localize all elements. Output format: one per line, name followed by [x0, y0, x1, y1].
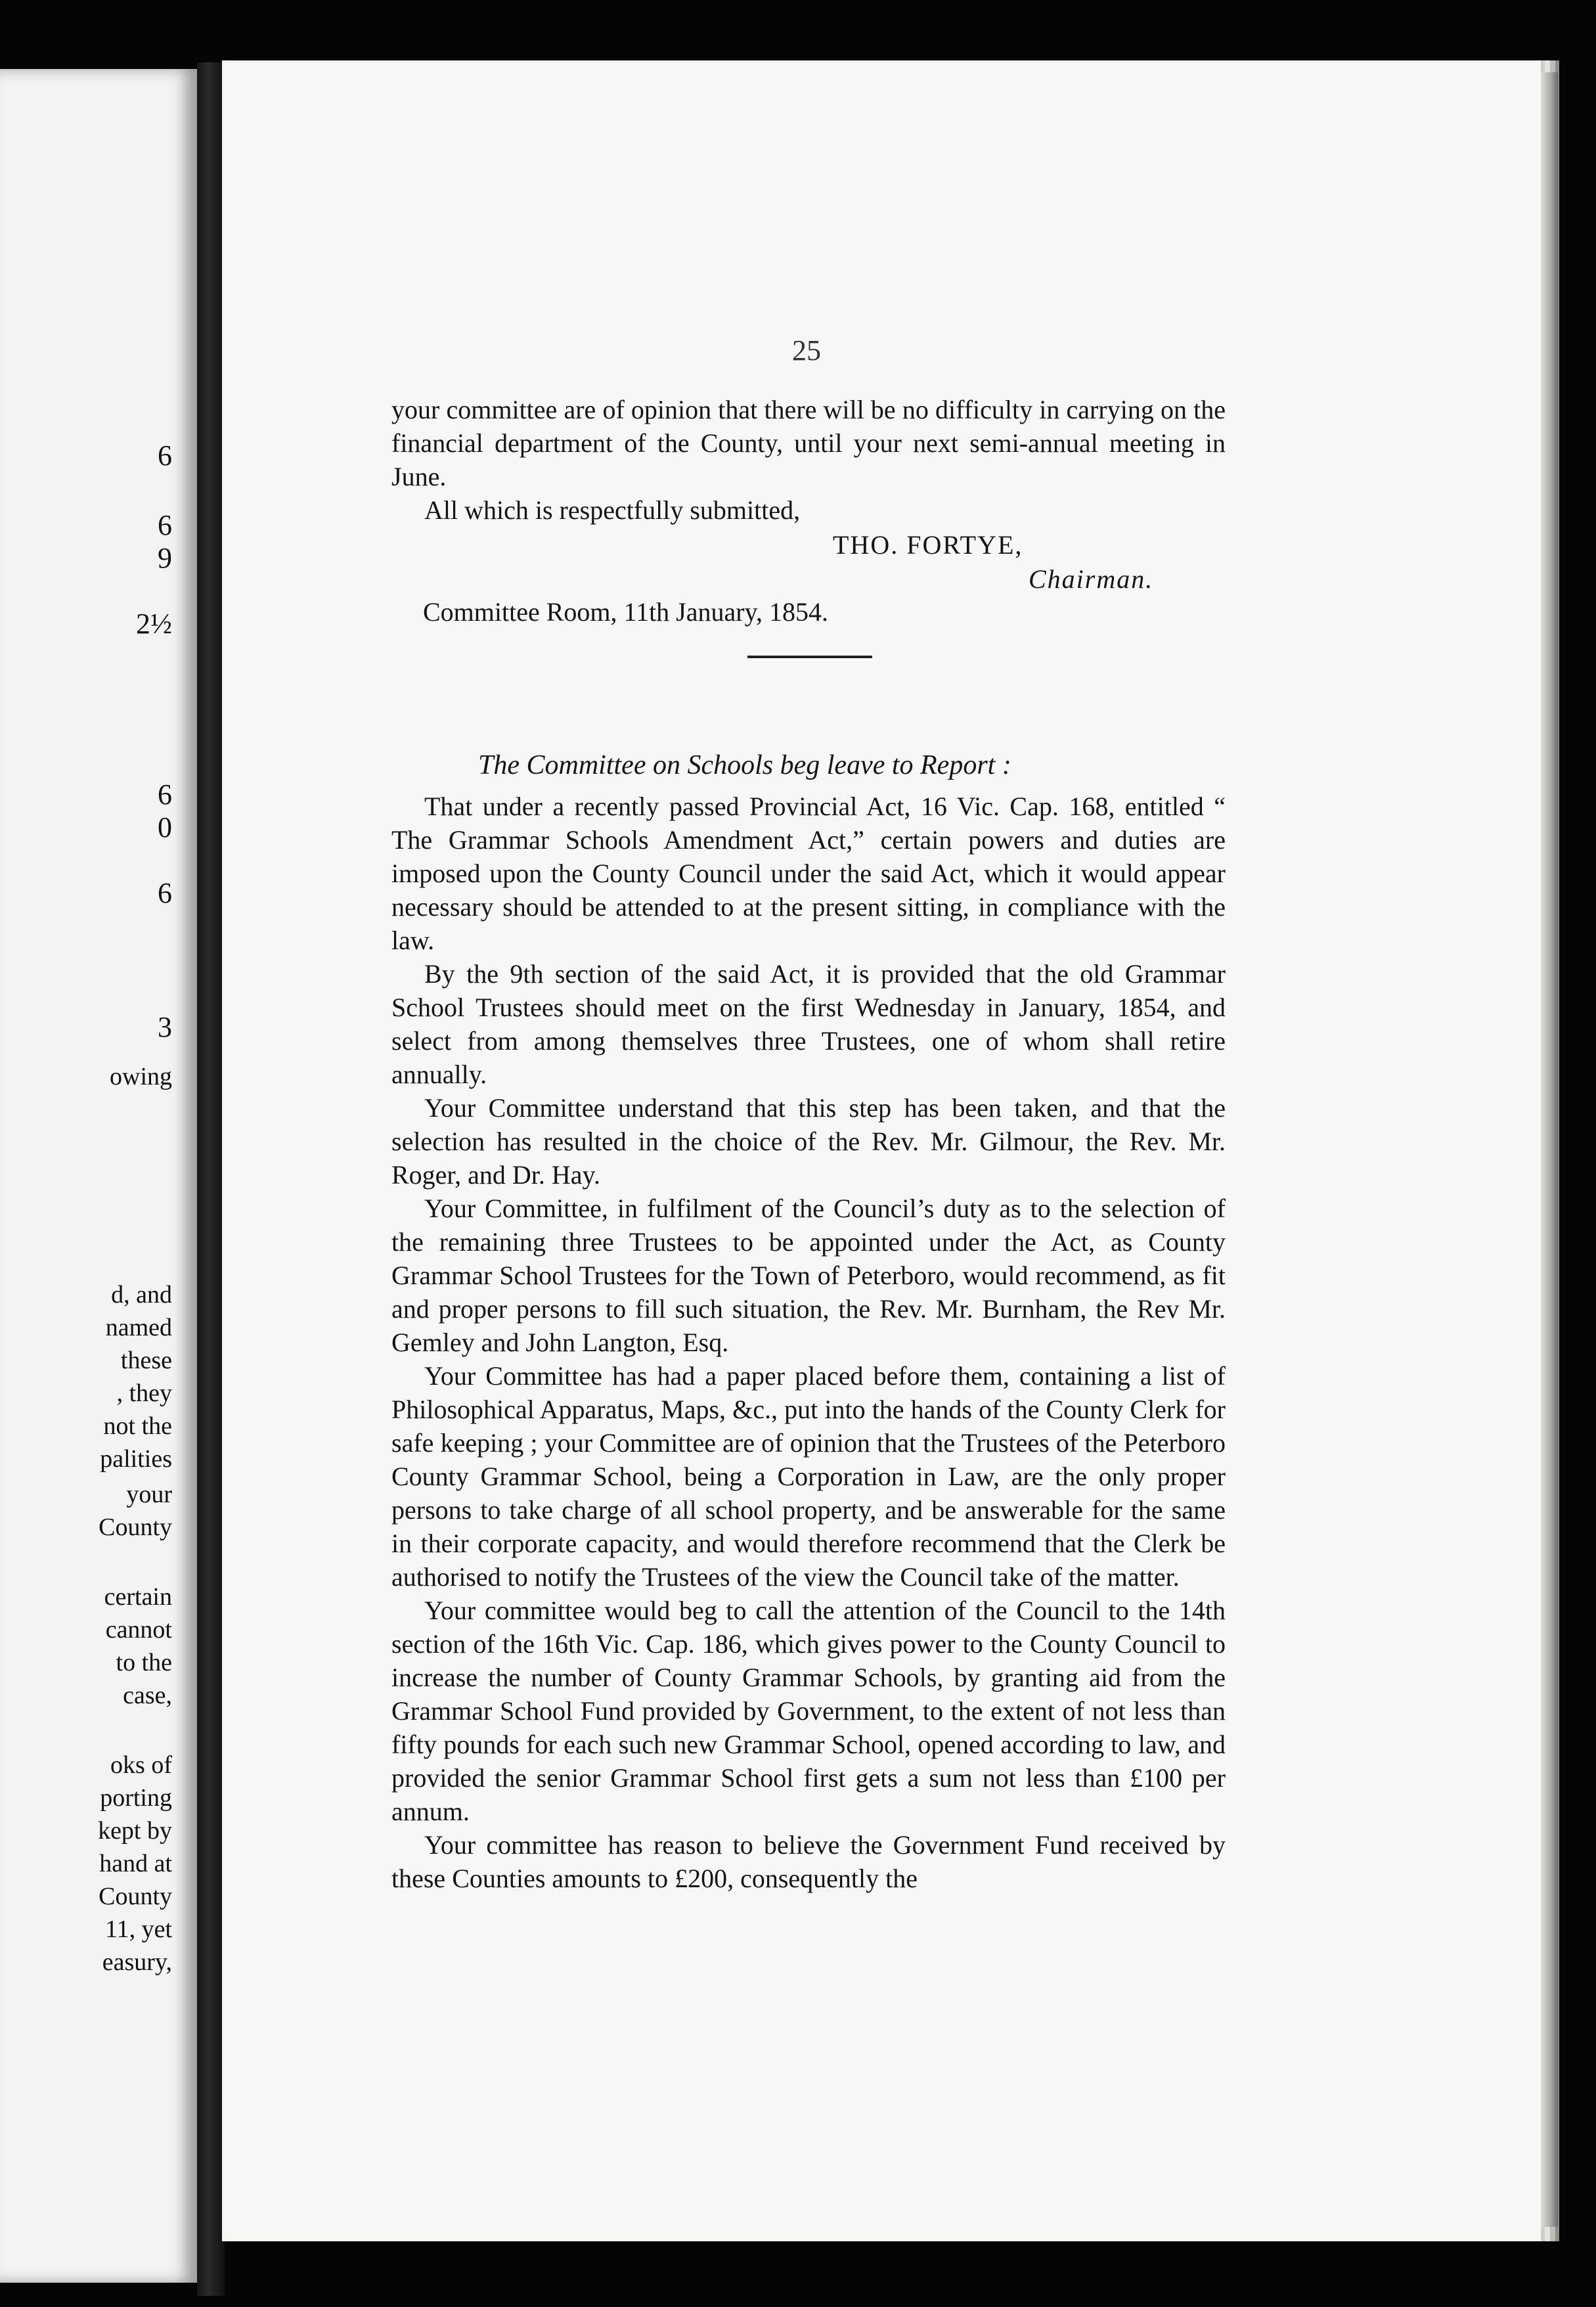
left-page-fragment: hand at [99, 1850, 172, 1877]
left-page-fragment: case, [123, 1682, 172, 1709]
paragraph: By the 9th section of the said Act, it is provided that the old Grammar School Trustees should meet on the first Wednesday in January, 1854, and select from among themselves three Trustees, one of whom shall retire annually. [391, 959, 1226, 1089]
report-heading: The Committee on Schools beg leave to Report : [478, 750, 1011, 780]
left-page-fragment: d, and [111, 1281, 172, 1309]
left-page-fragment: 6 [158, 439, 172, 472]
left-page-fragment: named [105, 1314, 172, 1341]
left-facing-page [0, 69, 197, 2283]
left-page-fragment: cannot [105, 1616, 172, 1644]
left-page-fragment: certain [104, 1583, 172, 1611]
submitted-line: All which is respectfully submitted, [424, 495, 801, 525]
left-page-fragment: 11, yet [104, 1915, 172, 1943]
left-page-fragment: your [126, 1481, 172, 1508]
book-gutter [197, 62, 225, 2296]
left-page-fragment: easury, [102, 1948, 172, 1976]
page-edge [1541, 72, 1558, 2227]
page-25 [222, 60, 1545, 2241]
left-page-fragment: County [99, 1513, 172, 1541]
paragraph: That under a recently passed Provincial Act, 16 Vic. Cap. 168, entitled “ The Grammar Schools Amendment Act,” certain powers and duties are imposed upon the County Council under the said Act, which it would appear necessary should be attended to at the present sitting, in compliance with the law. [391, 792, 1226, 955]
report-body [391, 790, 1226, 1895]
left-page-fragment: 6 [158, 877, 172, 909]
left-page-fragment: oks of [110, 1751, 172, 1779]
paragraph: Your committee has reason to believe the Government Fund received by these Counties amounts to £200, consequently the [391, 1830, 1226, 1893]
paragraph: Your Committee has had a paper placed before them, containing a list of Philosophical Apparatus, Maps, &c., put into the hands of the County Clerk for safe keeping ; your Committee are of opinion that the Trustees of the Peterboro County Grammar School, being a Corporation in Law, are the only proper persons to take charge of all school property, and be answerable for the same in their corporate capacity, and would therefore recommend that the Clerk be authorised to notify the Trustees of the view the Council take of the matter. [391, 1361, 1226, 1592]
left-page-fragment: 0 [158, 811, 172, 843]
dateline: Committee Room, 11th January, 1854. [423, 597, 828, 627]
left-page-fragment: to the [116, 1649, 172, 1676]
paragraph: Your Committee understand that this step has been taken, and that the selection has resulted in the choice of the Rev. Mr. Gilmour, the Rev. Mr. Roger, and Dr. Hay. [391, 1093, 1226, 1190]
left-page-fragment: 3 [158, 1011, 172, 1043]
left-page-fragment: owing [110, 1063, 172, 1090]
left-page-fragment: County [99, 1883, 172, 1910]
top-paragraph: your committee are of opinion that there will be no difficulty in carrying on the financial department of the County, until your next semi-annual meeting in June. [391, 395, 1226, 491]
left-page-fragment: 6 [158, 509, 172, 541]
left-page-fragment: palities [100, 1445, 172, 1473]
signature-title: Chairman. [1029, 564, 1154, 594]
left-page-fragment: kept by [98, 1817, 172, 1845]
left-page-fragment: 9 [158, 542, 172, 574]
signature-name: THO. FORTYE, [833, 530, 1023, 560]
section-divider [747, 656, 872, 658]
paragraph: Your committee would beg to call the attention of the Council to the 14th section of the 16th Vic. Cap. 186, which gives power to the County Council to increase the number of County Grammar Schools, by granting aid from the Grammar School Fund provided by Government, to the extent of not less than fifty pounds for each such new Grammar School, opened according to law, and provided the senior Grammar School first gets a sum not less than £100 per annum. [391, 1596, 1226, 1826]
page-number: 25 [792, 334, 821, 367]
left-page-fragment: , they [116, 1379, 172, 1407]
paragraph: Your Committee, in fulfilment of the Council’s duty as to the selection of the remaining three Trustees to be appointed under the Act, as County Grammar School Trustees for the Town of Peterboro, would recommend, as fit and proper persons to fill such situation, the Rev. Mr. Burnham, the Rev Mr. Gemley and John Langton, Esq. [391, 1194, 1226, 1357]
left-page-fragment: 2½ [136, 608, 172, 640]
left-page-fragment: not the [103, 1412, 172, 1440]
left-page-fragment: porting [100, 1784, 172, 1812]
left-page-fragment: 6 [158, 778, 172, 811]
top-paragraph-block [391, 393, 1226, 527]
left-page-fragment: these [120, 1347, 172, 1374]
